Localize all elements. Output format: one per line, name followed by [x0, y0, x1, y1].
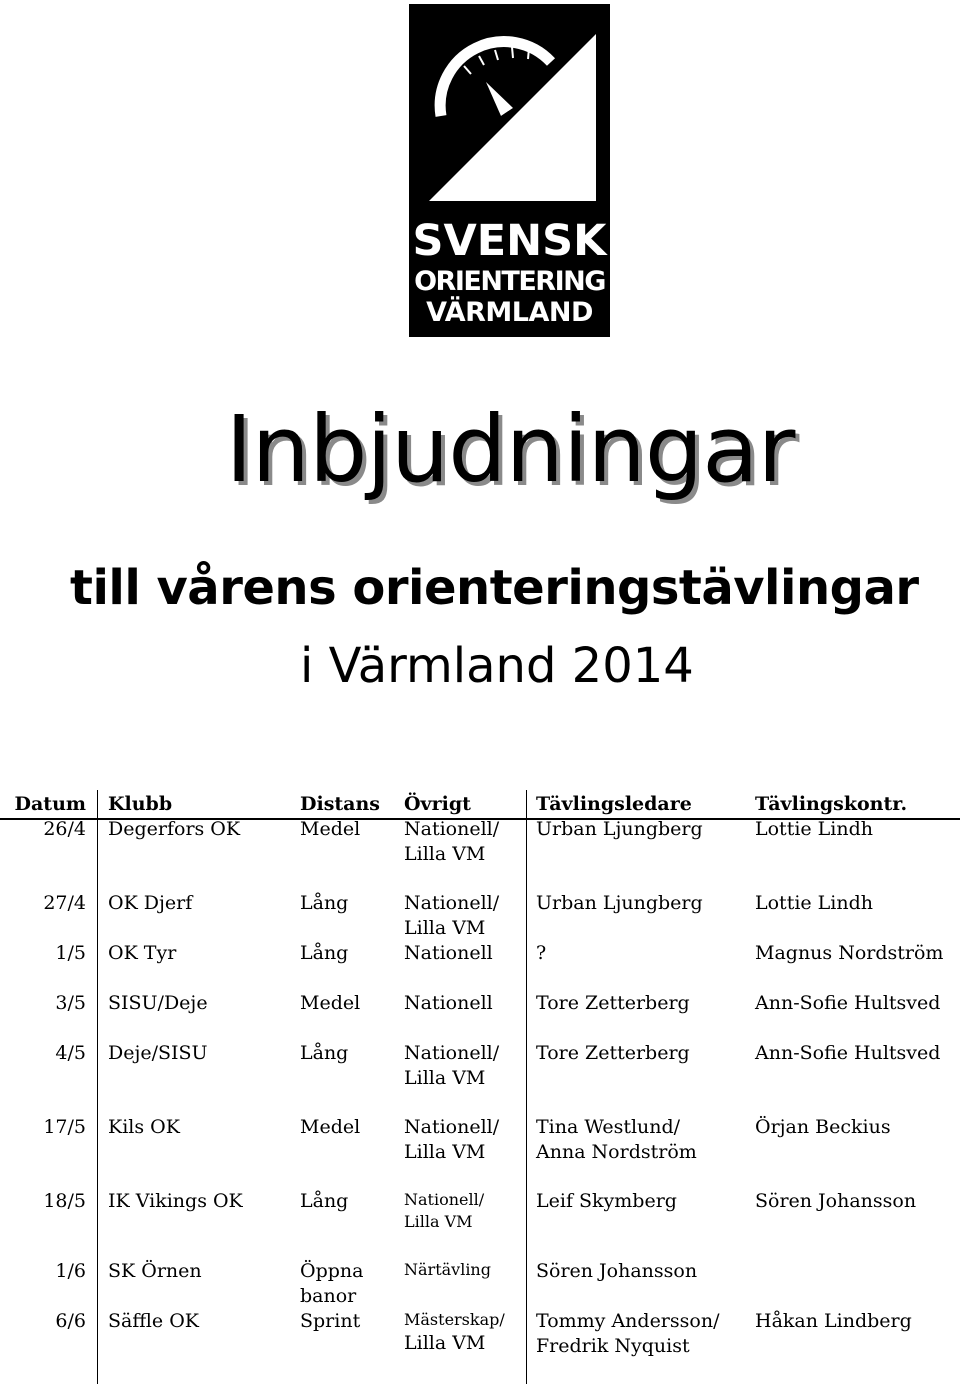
cell-ovrigt: Nationell/	[404, 818, 500, 840]
cell-kontr: Håkan Lindberg	[755, 1310, 912, 1332]
cell-klubb: SK Örnen	[108, 1260, 202, 1282]
header-ovrigt: Övrigt	[404, 793, 471, 815]
cell-ovrigt: Nationell/	[404, 1116, 500, 1138]
cell-ledare: Leif Skymberg	[536, 1190, 677, 1212]
header-datum: Datum	[14, 793, 86, 815]
cell-datum: 1/5	[55, 942, 86, 964]
cell-ledare: ?	[536, 942, 547, 964]
cell-ovrigt: Lilla VM	[404, 1212, 473, 1231]
cell-ovrigt: Närtävling	[404, 1260, 491, 1279]
cell-ledare: Tore Zetterberg	[536, 992, 690, 1014]
cell-distans: Öppna	[300, 1260, 364, 1282]
column-divider	[526, 790, 527, 1384]
header-distans: Distans	[300, 793, 380, 815]
subtitle-primary: till vårens orienteringstävlingar	[70, 560, 919, 616]
cell-datum: 3/5	[55, 992, 86, 1014]
cell-datum: 1/6	[55, 1260, 86, 1282]
cell-ledare: Urban Ljungberg	[536, 818, 703, 840]
cell-klubb: Säffle OK	[108, 1310, 199, 1332]
cell-kontr: Ann-Sofie Hultsved	[755, 1042, 941, 1064]
cell-ledare: Anna Nordström	[536, 1141, 697, 1163]
cell-klubb: OK Tyr	[108, 942, 177, 964]
cell-ledare: Tore Zetterberg	[536, 1042, 690, 1064]
cell-ovrigt: Nationell/	[404, 1190, 485, 1209]
cell-ledare: Tommy Andersson/	[536, 1310, 720, 1332]
cell-ovrigt: Lilla VM	[404, 1332, 486, 1354]
cell-ovrigt: Lilla VM	[404, 1067, 486, 1089]
cell-datum: 18/5	[43, 1190, 86, 1212]
cell-ovrigt: Nationell	[404, 992, 493, 1014]
cell-klubb: Deje/SISU	[108, 1042, 208, 1064]
header-tavlingskontr: Tävlingskontr.	[755, 793, 908, 815]
cell-kontr: Ann-Sofie Hultsved	[755, 992, 941, 1014]
cell-datum: 6/6	[55, 1310, 86, 1332]
cell-ovrigt: Nationell/	[404, 1042, 500, 1064]
cell-klubb: SISU/Deje	[108, 992, 208, 1014]
cell-ovrigt: Lilla VM	[404, 917, 486, 939]
cell-distans: Medel	[300, 992, 361, 1014]
cell-ledare: Tina Westlund/	[536, 1116, 681, 1138]
cell-ovrigt: Lilla VM	[404, 1141, 486, 1163]
logo-text-varmland: VÄRMLAND	[426, 297, 593, 328]
cell-kontr: Lottie Lindh	[755, 818, 874, 840]
logo-text-svensk: SVENSK	[412, 216, 607, 266]
cell-datum: 17/5	[43, 1116, 86, 1138]
cell-ledare: Fredrik Nyquist	[536, 1335, 690, 1357]
cell-kontr: Lottie Lindh	[755, 892, 874, 914]
cell-datum: 4/5	[55, 1042, 86, 1064]
cell-ovrigt: Mästerskap/	[404, 1310, 505, 1329]
cell-kontr: Magnus Nordström	[755, 942, 944, 964]
logo-text-orientering: ORIENTERING	[414, 266, 605, 297]
cell-klubb: Kils OK	[108, 1116, 180, 1138]
cell-datum: 27/4	[43, 892, 86, 914]
cell-distans: Lång	[300, 892, 349, 914]
cell-ovrigt: Lilla VM	[404, 843, 486, 865]
cell-ledare: Sören Johansson	[536, 1260, 698, 1282]
cell-klubb: OK Djerf	[108, 892, 193, 914]
cell-klubb: Degerfors OK	[108, 818, 241, 840]
subtitle-secondary: i Värmland 2014	[300, 638, 694, 694]
column-divider	[97, 790, 98, 1384]
cell-ovrigt: Nationell	[404, 942, 493, 964]
cell-distans: Lång	[300, 1042, 349, 1064]
cell-klubb: IK Vikings OK	[108, 1190, 243, 1212]
header-klubb: Klubb	[108, 793, 173, 815]
page-title: Inbjudningar	[225, 396, 795, 503]
cell-distans: Lång	[300, 942, 349, 964]
cell-ledare: Urban Ljungberg	[536, 892, 703, 914]
cell-datum: 26/4	[43, 818, 86, 840]
cell-distans: Medel	[300, 818, 361, 840]
cell-distans: Sprint	[300, 1310, 361, 1332]
svensk-orientering-logo	[409, 4, 610, 337]
cell-distans: banor	[300, 1285, 357, 1307]
cell-distans: Lång	[300, 1190, 349, 1212]
header-tavlingsledare: Tävlingsledare	[536, 793, 692, 815]
cell-ovrigt: Nationell/	[404, 892, 500, 914]
cell-kontr: Sören Johansson	[755, 1190, 917, 1212]
cell-kontr: Örjan Beckius	[755, 1116, 891, 1138]
cell-distans: Medel	[300, 1116, 361, 1138]
